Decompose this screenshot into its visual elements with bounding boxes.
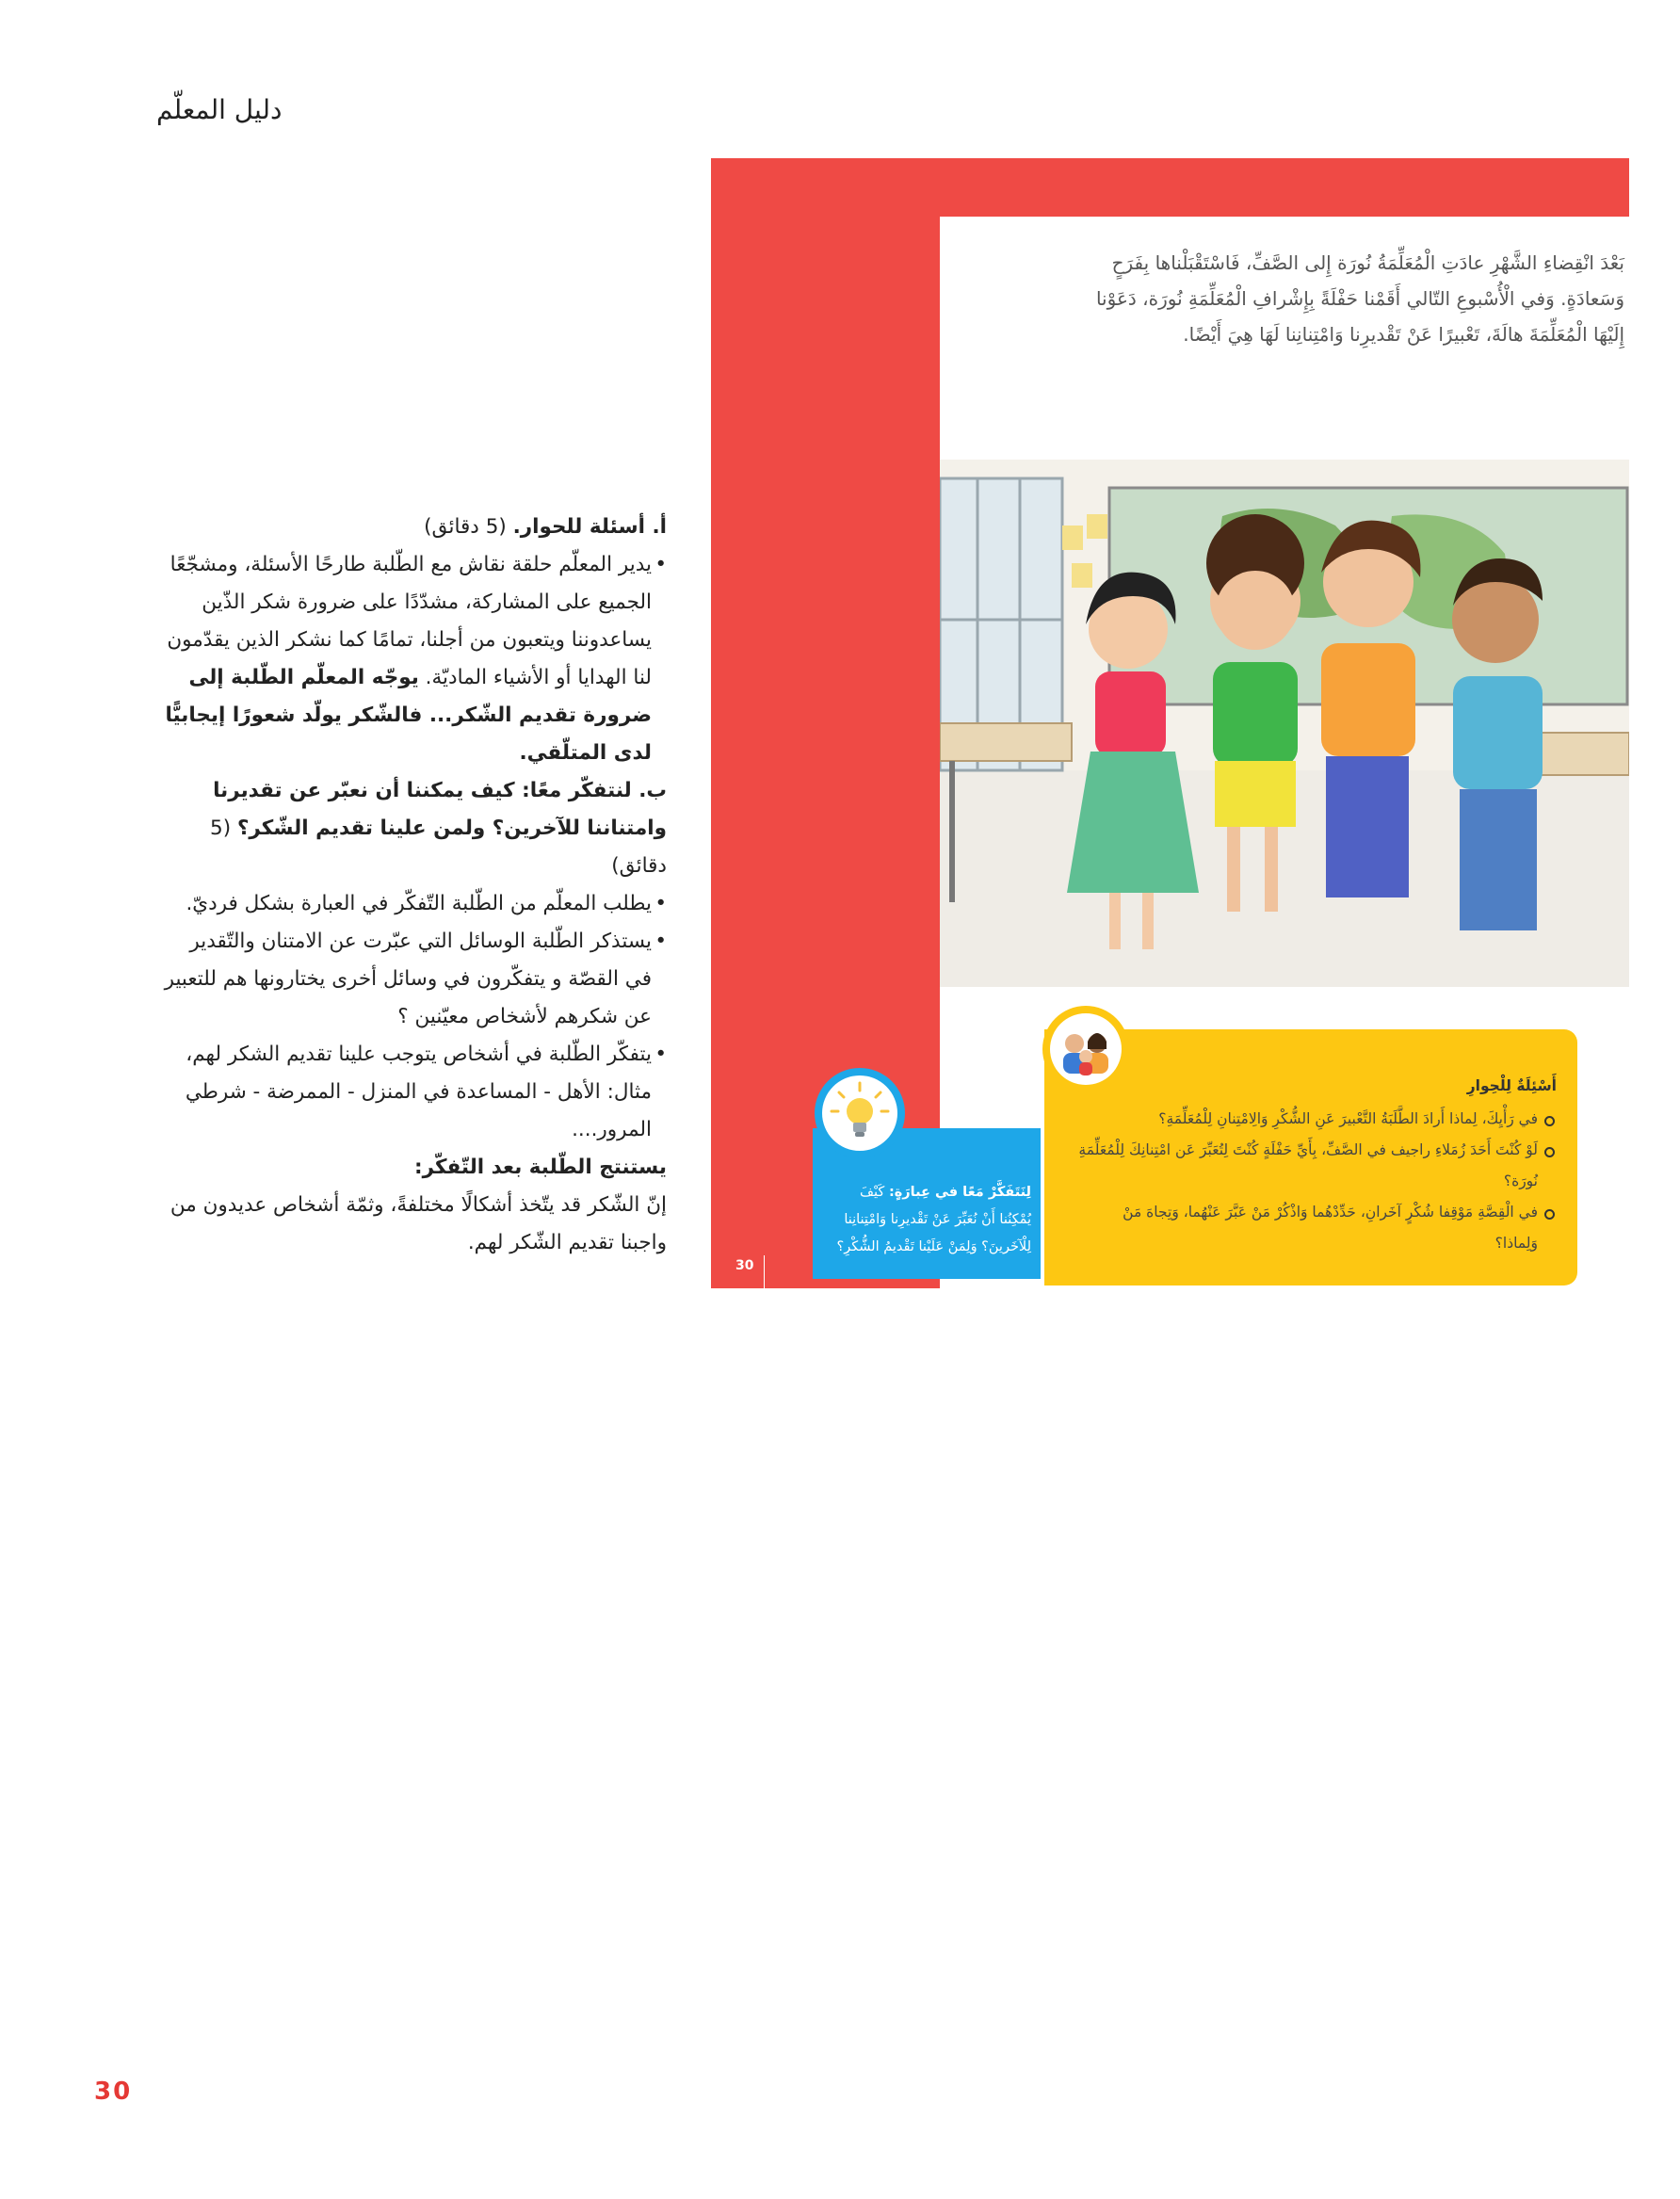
section-a-title: أ. أسئلة للحوار. xyxy=(512,515,667,539)
page-number: 30 xyxy=(94,2078,133,2106)
bullet-bold-text: يوجّه المعلّم الطّلبة إلى ضرورة تقديم الشّكر... فالشّكر يولّد شعورًا إيجابيًّا لدى المتلّقي. xyxy=(165,666,652,765)
story-line: وَسَعادَةٍ. وَفي الْأُسْبوعِ التّالي أَقَمْنا حَفْلَةً بِإِشْرافِ الْمُعَلِّمَةِ نُورَة، دَعَوْنا xyxy=(1095,287,1624,310)
section-a-bullet xyxy=(158,546,667,772)
section-b-time: (5 دقائق) xyxy=(210,817,667,878)
page-header-title: دليل المعلّم xyxy=(156,94,283,125)
section-a-heading xyxy=(158,509,667,546)
section-b-heading xyxy=(158,772,667,885)
family-icon xyxy=(1042,1006,1129,1092)
section-b-bullet: • يستذكر الطّلبة الوسائل التي عبّرت عن الامتنان والتّقدير في القصّة و يتفكّرون في وسائل أخرى يختارونها هم للتعبير عن شكرهم لأشخاص معيّنين ؟ xyxy=(158,923,667,1036)
dialogue-questions-list xyxy=(1076,1104,1557,1259)
conclusion-title-text: يستنتج الطّلبة بعد التّفكّر: xyxy=(413,1156,667,1179)
conclusion-text: إنّ الشّكر قد يتّخذ أشكالًا مختلفةً، وثمّة أشخاص عديدون من واجبنا تقديم الشّكر لهم. xyxy=(170,1193,667,1254)
lightbulb-icon xyxy=(815,1068,905,1158)
conclusion-title xyxy=(158,1149,667,1187)
story-text xyxy=(993,245,1624,352)
section-a-time: (5 دقائق) xyxy=(424,515,507,539)
dialogue-questions-title: أَسْئِلَةٌ لِلْحِوارِ xyxy=(1466,1077,1557,1094)
dialogue-question: لَوْ كُنْتَ أَحَدَ زُمَلاءِ راجيف في الصَّفِّ، بِأَيِّ حَفْلَةٍ كُنْتَ لِتُعَبِّرَ عَن امْتِنانِكَ لِلْمُعَلِّمَةِ نُورَة؟ xyxy=(1076,1135,1557,1197)
page-number-divider xyxy=(764,1255,765,1288)
textbook-page-number: 30 xyxy=(735,1258,754,1273)
dialogue-questions-content xyxy=(1076,1071,1557,1259)
dialogue-question: في رَأْيِكَ، لِماذا أَرادَ الطَّلَبَةُ التَّعْبيرَ عَنِ الشُّكْرِ وَالِامْتِنانِ لِلْمُعَلِّمَةِ؟ xyxy=(1076,1104,1557,1135)
think-together-lead: لِنَتَفَكَّرْ مَعًا في عِبارَةٍ: xyxy=(888,1185,1031,1200)
textbook-page xyxy=(711,158,1629,1288)
classroom-illustration-svg xyxy=(940,460,1629,987)
think-together-text xyxy=(826,1179,1031,1261)
section-b-bullet: • يطلب المعلّم من الطّلبة التّفكّر في العبارة بشكل فرديّ. xyxy=(158,885,667,923)
section-b-title: ب. لنتفكّر معًا: كيف يمكننا أن نعبّر عن تقديرنا وامتناننا للآخرين؟ ولمن علينا تقديم الشّكر؟ xyxy=(213,779,667,840)
think-together-question: كَيْفَ يُمْكِنُنا أَنْ نُعَبِّرَ عَنْ تَقْديرِنا وَامْتِنانِنا لِلْآخَرينَ؟ وَلِمَنْ عَلَيْنا تَقْديمُ الشُّكْرِ؟ xyxy=(836,1185,1031,1254)
section-b-list xyxy=(158,885,667,1149)
section-b-bullet: • يتفكّر الطّلبة في أشخاص يتوجب علينا تقديم الشكر لهم، مثال: الأهل - المساعدة في المنزل - الممرضة - شرطي المرور.... xyxy=(158,1036,667,1149)
section-a-list xyxy=(158,546,667,772)
story-line: إِلَيْهَا الْمُعَلِّمَةَ هالَةَ، تَعْبيرًا عَنْ تَقْديرِنا وَامْتِنانِنا لَهَا هِيَ أَيْضًا. xyxy=(1183,323,1624,346)
classroom-illustration xyxy=(940,460,1629,987)
story-line: بَعْدَ انْقِضاءِ الشَّهْرِ عادَتِ الْمُعَلِّمَةُ نُورَة إِلى الصَّفِّ، فَاسْتَقْبَلْناها بِفَرَحٍ xyxy=(1111,251,1624,274)
dialogue-question: في الْقِصَّةِ مَوْقِفا شُكْرٍ آخَرانِ، حَدِّدْهُما وَاذْكُرْ مَنْ عَبَّرَ عَنْهُما، وَتِجاهَ مَنْ وَلِماذا؟ xyxy=(1076,1197,1557,1259)
teacher-guide-text xyxy=(158,509,667,1262)
bullet-text: يدير المعلّم حلقة نقاش مع الطّلبة طارحًا الأسئلة، ومشجّعًا الجميع على المشاركة، مشدّدًا على ضرورة شكر الذّين يساعدوننا ويتعبون من أجلنا، تمامًا كما نشكر الذين يقدّمون لنا الهدايا أو الأشياء الماديّة. xyxy=(167,553,652,689)
